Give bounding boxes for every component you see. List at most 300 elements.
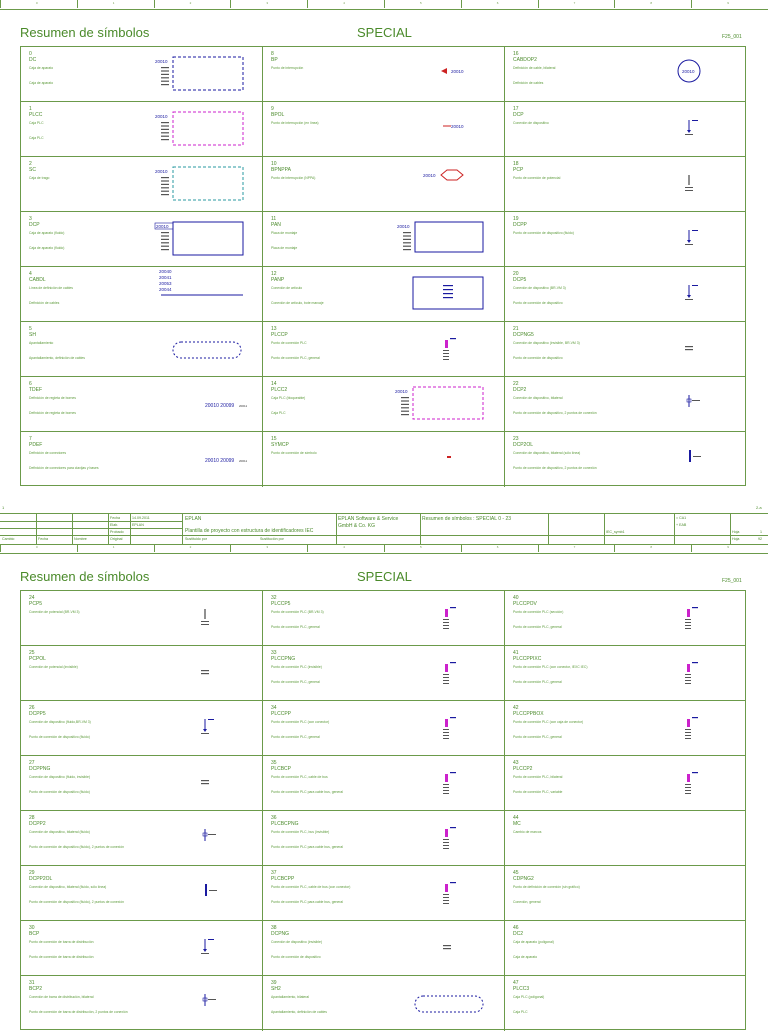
symbol-graphic [505,322,747,377]
symbol-cell [263,102,505,157]
symbol-cell [263,591,505,646]
symbol-cell [505,921,745,976]
symbol-code: DCPP2OL [29,876,53,882]
symbol-function: Definición de cables [29,301,60,305]
row-mark [693,456,701,457]
symbol-description: Conexión de dispositivo (BR-VM 3) [513,286,566,290]
ruler-number: 2 [189,1,192,5]
ruler-number: 5 [420,1,422,5]
symbol-graphic [21,976,263,1031]
ruler-number: 2 [189,545,192,549]
symbol-description: Punto de conexión de potencial [513,176,561,180]
symbol-description: Punto de conexión de barra de distribución [29,940,94,944]
symbol-cell [505,102,745,157]
symbol-code: DCPPNG [29,766,51,772]
symbol-index: 14 [271,381,277,387]
row-mark [692,400,700,401]
symbol-description: Punto de conexión PLC, cable de bus [271,775,328,779]
row-mark [443,625,449,626]
sheet-title-block: Resumen de símbolos : SPECIAL 0 - 23 [422,516,512,522]
red-arrow [441,68,447,74]
symbol-code: DCP [29,222,40,228]
symbol-graphic [263,322,505,377]
symbol-code: BPOL [271,112,285,118]
symbol-graphic [263,267,505,322]
ruler-tick [230,544,231,552]
row-mark [685,735,691,736]
symbol-number: 20010 [423,173,436,178]
symbol-cell [505,432,745,487]
symbol-code: CDPNG2 [513,876,534,882]
row-mark [443,674,449,675]
symbol-graphic [505,267,747,322]
row-mark [443,948,451,949]
symbol-index: 9 [271,106,274,112]
plc-pin [687,719,690,727]
row-mark [685,187,693,188]
symbol-code: DCP2OL [513,442,534,448]
row-mark [161,136,169,137]
sheet-title-2: SPECIAL [357,569,412,584]
symbol-cell [21,591,263,646]
symbol-index: 8 [271,51,274,57]
symbol-code: DC [29,57,37,63]
row-mark [161,194,169,195]
symbol-index: 45 [513,870,519,876]
ruler-number: 1 [112,1,115,5]
symbol-code: SH2 [271,986,281,992]
row-mark [201,624,209,625]
symbol-code: PLCC3 [513,986,530,992]
symbol-description: Punto de conexión PLC, bus (invisible) [271,830,330,834]
pin-label [692,120,698,121]
symbol-function: Caja PLC [513,1010,528,1014]
symbol-description: Conexión de dispositivo (fluido, invisible) [29,775,91,779]
symbol-graphic [21,267,263,322]
symbol-graphic [505,157,747,212]
ruler-number: 3 [266,1,269,5]
row-mark [161,235,169,236]
row-mark [443,628,449,629]
ruler-tick [0,544,1,552]
symbol-description: Cambio de marcos [513,830,542,834]
symbol-cell [21,377,263,432]
symbol-function: Conexión de artículo, bote marcaje [271,301,324,305]
symbol-code: SYMCP [271,442,289,448]
ruler-tick [614,544,615,552]
pin-label [450,607,456,608]
row-mark [685,299,693,300]
row-mark [685,244,693,245]
symbol-index: 22 [513,381,519,387]
row-mark [443,350,449,351]
ruler-tick [384,0,385,8]
symbol-cell [21,432,263,487]
symbol-description: Punto de conexión de dispositivo (fluido) [513,231,574,235]
row-mark [443,683,449,684]
symbol-code: DCP [513,112,524,118]
symbol-graphic [21,157,263,212]
ruler-tick [614,0,615,8]
symbol-code: PLCCPOV [513,601,537,607]
symbol-cell [21,701,263,756]
symbol-code: DCPP5 [29,711,46,717]
pin-label [450,717,456,718]
pin-arrow [687,240,691,243]
dashed-box [173,57,243,90]
symbol-description: Conexión de potencial (BR-VM 3) [29,610,80,614]
row-mark [161,67,169,68]
row-mark [443,359,449,360]
pin-label [692,285,698,286]
symbol-function: Punto de conexión de dispositivo [271,955,321,959]
sustituido-label: Sustituido por [185,537,207,541]
symbol-graphic [263,976,505,1031]
symbol-number: 20010 [451,69,464,74]
symbol-code: BP [271,57,278,63]
sustituye-label: Sustitución por [260,537,284,541]
pin-label [208,719,214,720]
row-mark [161,84,169,85]
nombre-label: Nombre [74,537,87,541]
pin-label [450,338,456,339]
symbol-function: Caja de aparato [513,955,538,959]
row-mark [401,397,409,398]
sheet-title: SPECIAL [357,25,412,40]
row-mark [443,297,453,298]
device-bar [689,450,691,462]
symbol-description: Conexión de dispositivo, bilateral (sólo línea) [513,451,581,455]
symbol-function: Punto de conexión de dispositivo (fluido), 2 puntos de conexión [29,900,125,904]
row-mark [685,677,691,678]
symbol-code: PLCCPPBOX [513,711,544,717]
pin-label [208,939,214,940]
row-mark [443,900,449,901]
symbol-description: Apantallamiento, bilateral [271,995,310,999]
symbol-index: 26 [29,705,35,711]
symbol-index: 23 [513,436,519,442]
symbol-cell [263,866,505,921]
row-mark [161,187,169,188]
symbol-code: PAN [271,222,281,228]
pin-label [692,772,698,773]
plc-pin [687,774,690,782]
symbol-index: 41 [513,650,519,656]
symbol-index: 35 [271,760,277,766]
sheet-id-2: F25_001 [722,578,742,584]
symbol-cell [21,866,263,921]
row-mark [161,122,169,123]
symbol-index: 16 [513,51,519,57]
symbol-cell [505,811,745,866]
symbol-cell [505,377,745,432]
symbol-cell [505,322,745,377]
red-dot [447,456,451,458]
row-mark [443,784,449,785]
pin-label [450,827,456,828]
row-mark [401,400,409,401]
row-mark [161,74,169,75]
ruler-tick [384,544,385,552]
row-mark [685,349,693,350]
symbol-description: Punto de conexión PLC (con caja de conector) [513,720,584,724]
hoja2-value: 92 [758,537,762,541]
ruler-number: 9 [727,545,729,549]
symbol-graphic [21,811,263,866]
symbol-function: Punto de conexión PLC, general [271,356,320,360]
symbol-number: 20010 [155,59,168,64]
row-mark [443,680,449,681]
symbol-code: PLCBCP [271,766,292,772]
sheet-2 [0,544,768,1024]
row-mark [201,780,209,781]
symbol-index: 38 [271,925,277,931]
symbol-code: DCPNG [271,931,290,937]
symbol-number: 20041 [159,275,172,280]
symbol-graphic [21,377,263,432]
row-mark [685,134,693,135]
symbol-code: DCP5 [513,277,527,283]
symbol-graphic [505,102,747,157]
symbol-code: PLCCPNG [271,656,296,662]
symbol-graphic [505,921,747,976]
ruler-number: 3 [266,545,269,549]
symbol-cell [263,322,505,377]
symbol-function: Punto de conexión PLC para cable bus, general [271,900,344,904]
pin-label [692,607,698,608]
symbol-number: 20010 [156,224,169,229]
symbol-description: Punto de conexión PLC (invisible) [271,665,322,669]
pin-label [450,882,456,883]
row-mark [161,70,169,71]
symbol-description: Conexión de dispositivo, bilateral (fluido, sólo línea) [29,885,107,889]
symbol-index: 28 [29,815,35,821]
plate-box [415,222,483,252]
symbol-cell [263,646,505,701]
symbol-function: Caja de aparato [29,81,54,85]
pin-arrow [203,729,207,732]
row-mark [685,790,691,791]
row-mark [403,232,411,233]
symbol-cell [263,377,505,432]
symbol-function: Punto de conexión de dispositivo [513,301,563,305]
symbol-cell [21,102,263,157]
symbol-index: 3 [29,216,32,222]
row-mark [201,673,209,674]
date-value: 14.09.2011 [132,516,150,520]
row-mark [201,953,209,954]
symbol-description: Conexión de barra de distribución, bilateral [29,995,94,999]
symbol-index: 19 [513,216,519,222]
symbol-cell [505,976,745,1031]
row-mark [443,293,453,294]
symbol-cell [263,976,505,1031]
symbol-index: 13 [271,326,277,332]
symbol-number: 20010 [395,389,408,394]
row-mark [443,793,449,794]
symbol-index: 1 [29,106,32,112]
symbol-index: 40 [513,595,519,601]
symbol-code: PLCCPPIXC [513,656,542,662]
row-mark [443,732,449,733]
symbol-code: DCP2 [513,387,527,393]
row-mark [161,180,169,181]
symbol-cell [505,866,745,921]
symbol-index: 34 [271,705,277,711]
symbol-index: 31 [29,980,35,986]
row-mark [685,738,691,739]
symbol-sub: 20011 [239,459,248,463]
row-mark [443,790,449,791]
dashed-ellipse [173,342,241,358]
symbol-graphic [505,811,747,866]
symbol-code: PCP5 [29,601,43,607]
symbol-code: BCP [29,931,40,937]
row-mark [443,894,449,895]
symbol-index: 6 [29,381,32,387]
symbol-index: 12 [271,271,277,277]
symbol-description: Conexión de dispositivo (invisible, BR-VM 3) [513,341,580,345]
symbol-graphic [263,432,505,487]
ruler-number: 9 [727,1,729,5]
symbol-graphic [21,432,263,487]
symbol-index: 7 [29,436,32,442]
row-mark [443,356,449,357]
symbol-number: 20010 20099 [205,403,235,409]
symbol-graphic [21,322,263,377]
symbol-number: 20040 [159,269,172,274]
symbol-function: Apantallamiento, definición de cables [271,1010,327,1014]
symbol-cell [21,921,263,976]
ruler-tick [230,0,231,8]
symbol-description: Conexión de dispositivo, bilateral (fluido) [29,830,90,834]
ruler-tick [77,544,78,552]
row-mark [161,129,169,130]
ruler-number: 6 [496,545,499,549]
symbol-cell [21,267,263,322]
symbol-graphic [263,701,505,756]
dashed-box [173,112,243,145]
row-mark [685,622,691,623]
symbol-cell [505,646,745,701]
sheet-heading-2: Resumen de símbolos [20,569,150,584]
row-mark [201,733,209,734]
ruler-number: 1 [112,545,115,549]
symbol-code: DC2 [513,931,524,937]
row-mark [443,903,449,904]
symbol-description: Definición de conectores [29,451,67,455]
row-mark [443,848,449,849]
symbol-index: 46 [513,925,519,931]
row-mark [401,404,409,405]
symbol-description: Caja de aparato (poligonal) [513,940,554,944]
symbol-description: Caja PLC (poligonal) [513,995,545,999]
symbol-function: Definición de regleta de bornes [29,411,76,415]
symbol-cell [263,921,505,976]
ruler-number: 8 [650,1,653,5]
ruler-tick [154,544,155,552]
symbol-function: Punto de conexión PLC, general [271,735,320,739]
row-mark [443,622,449,623]
row-mark [401,407,409,408]
symbol-function: Punto de conexión PLC, general [271,625,320,629]
symbol-graphic [263,377,505,432]
ruler-number: 5 [420,545,422,549]
ruler-number: 0 [36,545,38,549]
symbol-grid [20,46,746,486]
symbol-description: Punto de conexión de símbolo [271,451,317,455]
row-mark [161,81,169,82]
symbol-cell [263,157,505,212]
pin-arrow [687,295,691,298]
symbol-graphic [505,976,747,1031]
symbol-function: Punto de conexión de dispositivo [513,356,563,360]
symbol-cell [21,756,263,811]
symbol-code: SH [29,332,36,338]
symbol-code: PLCC2 [271,387,288,393]
dashed-ellipse [415,996,483,1012]
row-mark [161,184,169,185]
symbol-cell [21,811,263,866]
row-mark [208,999,216,1000]
symbol-index: 29 [29,870,35,876]
row-mark [685,346,693,347]
row-mark [443,839,449,840]
symbol-cell [263,701,505,756]
hoja-label: Hoja [732,530,740,534]
elab-value: EPLAN [132,523,144,527]
symbol-description: Punto de interrupción (NPPA) [271,176,316,180]
row-mark [443,729,449,730]
row-mark [161,77,169,78]
symbol-index: 30 [29,925,35,931]
symbol-graphic [505,212,747,267]
symbol-function: Placa de montaje [271,246,298,250]
ruler-tick [77,0,78,8]
symbol-index: 20 [513,271,519,277]
symbol-index: 17 [513,106,519,112]
symbol-index: 27 [29,760,35,766]
plc-pin [445,609,448,617]
symbol-cell [263,432,505,487]
symbol-description: Punto de interrupción [271,66,304,70]
symbol-number: 20010 [155,114,168,119]
symbol-graphic [263,646,505,701]
symbol-description: Caja PLC [29,121,44,125]
symbol-graphic [263,212,505,267]
row-mark [161,191,169,192]
symbol-function: Punto de conexión PLC, variable [513,790,563,794]
symbol-function: Caja PLC [29,136,44,140]
ruler-tick [307,544,308,552]
plc-pin [687,609,690,617]
left-marker: 1 [2,505,5,510]
symbol-function: Punto de conexión de dispositivo (fluido) [29,790,90,794]
pin-label [692,230,698,231]
symbol-graphic [505,646,747,701]
symbol-graphic [505,701,747,756]
device-bar [205,884,207,896]
row-mark [161,139,169,140]
symbol-index: 36 [271,815,277,821]
dashed-box [413,387,483,419]
symbol-code: CABDL [29,277,46,283]
eq-code: = CA1 [676,516,687,520]
symbol-cell [21,322,263,377]
symbol-graphic [21,646,263,701]
row-mark [685,793,691,794]
ruler-number: 7 [573,1,576,5]
